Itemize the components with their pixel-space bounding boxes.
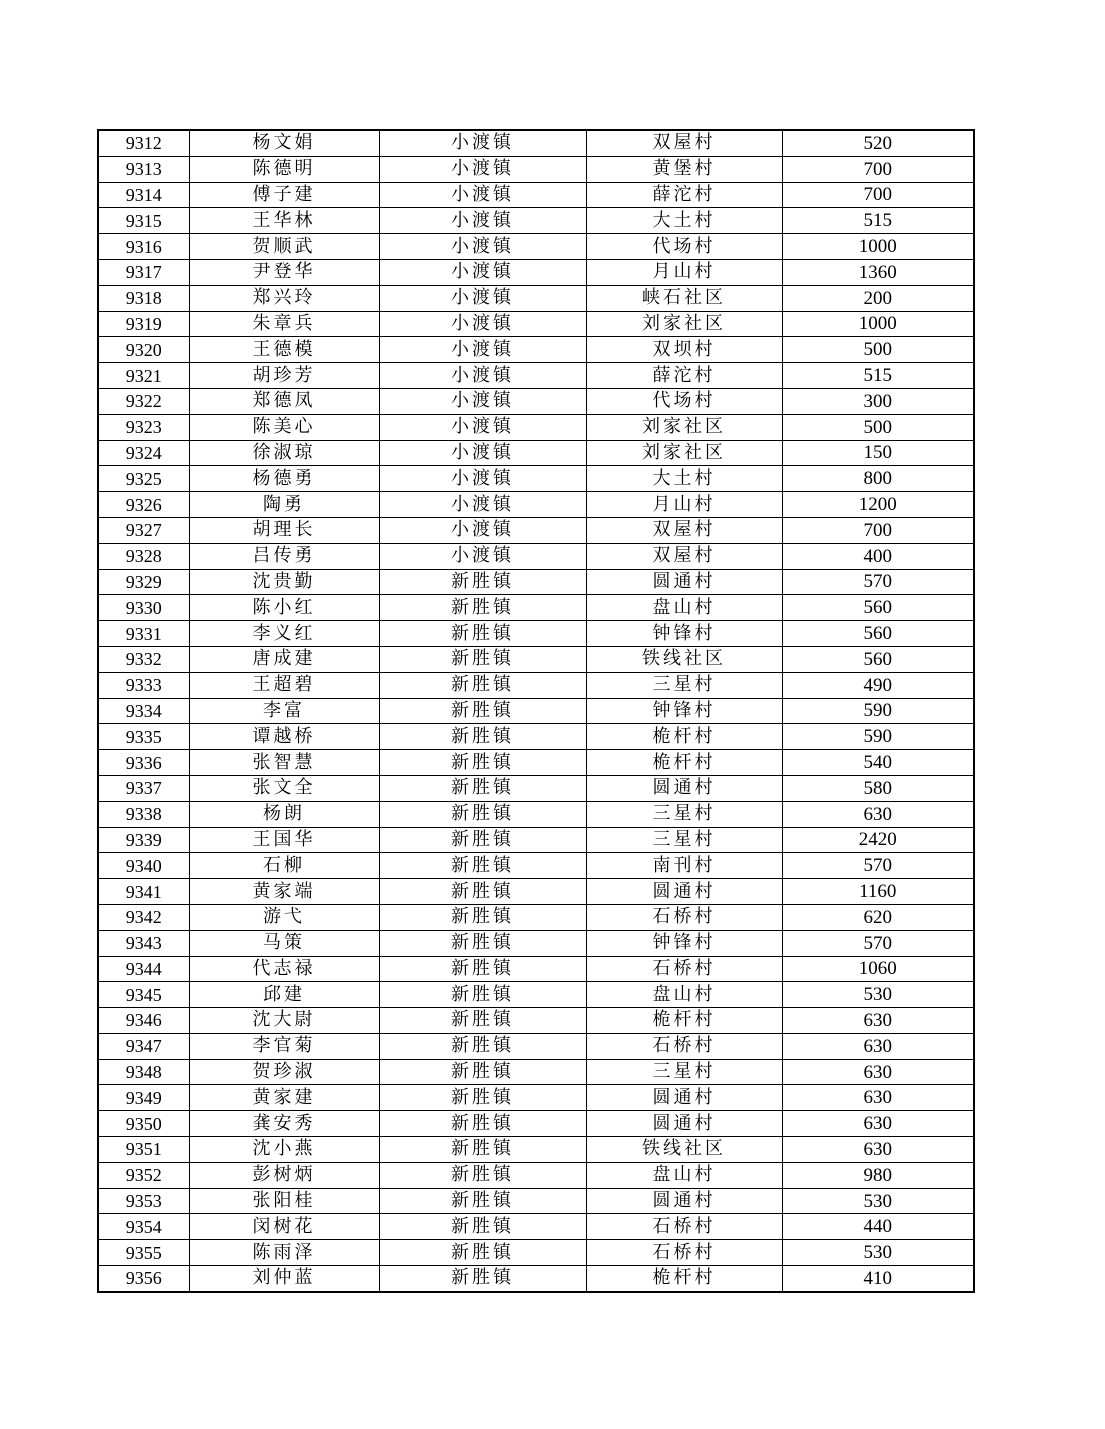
table-row [98,311,974,337]
serial-number-cell: 9313 [98,156,189,182]
name-cell: 张阳桂 [189,1188,379,1214]
village-cell: 圆通村 [586,569,782,595]
village-cell: 圆通村 [586,1188,782,1214]
amount-cell: 515 [782,363,974,389]
amount-cell: 630 [782,801,974,827]
amount-cell: 410 [782,1266,974,1292]
table-row [98,1240,974,1266]
town-cell: 新胜镇 [379,1059,586,1085]
village-cell: 桅杆村 [586,750,782,776]
amount-cell: 515 [782,208,974,234]
town-cell: 新胜镇 [379,930,586,956]
table-row [98,1111,974,1137]
amount-cell: 800 [782,466,974,492]
village-cell: 刘家社区 [586,414,782,440]
serial-number-cell: 9355 [98,1240,189,1266]
amount-cell: 530 [782,1188,974,1214]
name-cell: 沈大尉 [189,1008,379,1034]
table-row [98,285,974,311]
town-cell: 新胜镇 [379,1008,586,1034]
table-row [98,156,974,182]
town-cell: 小渡镇 [379,517,586,543]
name-cell: 代志禄 [189,956,379,982]
village-cell: 圆通村 [586,1085,782,1111]
village-cell: 三星村 [586,827,782,853]
village-cell: 石桥村 [586,1214,782,1240]
village-cell: 三星村 [586,801,782,827]
table-row [98,621,974,647]
table-row [98,543,974,569]
village-cell: 刘家社区 [586,311,782,337]
amount-cell: 300 [782,388,974,414]
name-cell: 郑德凤 [189,388,379,414]
name-cell: 郑兴玲 [189,285,379,311]
town-cell: 新胜镇 [379,982,586,1008]
serial-number-cell: 9315 [98,208,189,234]
name-cell: 张文全 [189,775,379,801]
table-row [98,879,974,905]
village-cell: 盘山村 [586,982,782,1008]
serial-number-cell: 9321 [98,363,189,389]
town-cell: 新胜镇 [379,1085,586,1111]
serial-number-cell: 9339 [98,827,189,853]
serial-number-cell: 9337 [98,775,189,801]
table-row [98,130,974,156]
serial-number-cell: 9345 [98,982,189,1008]
village-cell: 双屋村 [586,543,782,569]
table-row [98,1266,974,1292]
amount-cell: 590 [782,724,974,750]
village-cell: 薛沱村 [586,182,782,208]
serial-number-cell: 9344 [98,956,189,982]
town-cell: 新胜镇 [379,775,586,801]
town-cell: 新胜镇 [379,1266,586,1292]
table-row [98,337,974,363]
name-cell: 黄家端 [189,879,379,905]
village-cell: 圆通村 [586,879,782,905]
amount-cell: 500 [782,337,974,363]
table-row [98,208,974,234]
serial-number-cell: 9335 [98,724,189,750]
serial-number-cell: 9314 [98,182,189,208]
name-cell: 谭越桥 [189,724,379,750]
amount-cell: 980 [782,1162,974,1188]
amount-cell: 560 [782,621,974,647]
amount-cell: 630 [782,1008,974,1034]
name-cell: 朱章兵 [189,311,379,337]
serial-number-cell: 9343 [98,930,189,956]
village-cell: 石桥村 [586,1033,782,1059]
village-cell: 圆通村 [586,775,782,801]
table-row [98,1214,974,1240]
name-cell: 王超碧 [189,672,379,698]
amount-cell: 2420 [782,827,974,853]
village-cell: 铁线社区 [586,646,782,672]
name-cell: 杨德勇 [189,466,379,492]
amount-cell: 630 [782,1111,974,1137]
serial-number-cell: 9323 [98,414,189,440]
village-cell: 盘山村 [586,595,782,621]
serial-number-cell: 9322 [98,388,189,414]
town-cell: 小渡镇 [379,130,586,156]
town-cell: 小渡镇 [379,414,586,440]
serial-number-cell: 9356 [98,1266,189,1292]
name-cell: 李官菊 [189,1033,379,1059]
table-row [98,363,974,389]
amount-cell: 1160 [782,879,974,905]
name-cell: 杨朗 [189,801,379,827]
name-cell: 唐成建 [189,646,379,672]
name-cell: 王华林 [189,208,379,234]
amount-cell: 630 [782,1137,974,1163]
amount-cell: 150 [782,440,974,466]
village-cell: 代场村 [586,388,782,414]
serial-number-cell: 9316 [98,234,189,260]
town-cell: 新胜镇 [379,956,586,982]
serial-number-cell: 9348 [98,1059,189,1085]
amount-cell: 490 [782,672,974,698]
village-cell: 铁线社区 [586,1137,782,1163]
name-cell: 石柳 [189,853,379,879]
table-row [98,182,974,208]
table-row [98,414,974,440]
table-row [98,234,974,260]
serial-number-cell: 9351 [98,1137,189,1163]
table-row [98,440,974,466]
town-cell: 小渡镇 [379,388,586,414]
town-cell: 小渡镇 [379,311,586,337]
table-row [98,775,974,801]
village-cell: 石桥村 [586,904,782,930]
amount-cell: 1360 [782,259,974,285]
village-cell: 三星村 [586,672,782,698]
name-cell: 陈美心 [189,414,379,440]
name-cell: 陈小红 [189,595,379,621]
amount-cell: 700 [782,517,974,543]
table-row [98,388,974,414]
town-cell: 小渡镇 [379,259,586,285]
village-cell: 大土村 [586,208,782,234]
serial-number-cell: 9325 [98,466,189,492]
table-row [98,672,974,698]
town-cell: 新胜镇 [379,724,586,750]
amount-cell: 630 [782,1033,974,1059]
name-cell: 沈贵勤 [189,569,379,595]
name-cell: 彭树炳 [189,1162,379,1188]
town-cell: 新胜镇 [379,750,586,776]
serial-number-cell: 9353 [98,1188,189,1214]
table-row [98,1188,974,1214]
table-row [98,982,974,1008]
town-cell: 新胜镇 [379,801,586,827]
name-cell: 尹登华 [189,259,379,285]
name-cell: 李富 [189,698,379,724]
town-cell: 新胜镇 [379,595,586,621]
town-cell: 新胜镇 [379,1033,586,1059]
table-row [98,569,974,595]
amount-cell: 520 [782,130,974,156]
town-cell: 小渡镇 [379,466,586,492]
town-cell: 新胜镇 [379,698,586,724]
amount-cell: 560 [782,646,974,672]
name-cell: 陈雨泽 [189,1240,379,1266]
village-cell: 南刊村 [586,853,782,879]
name-cell: 贺顺武 [189,234,379,260]
amount-cell: 570 [782,930,974,956]
name-cell: 陈德明 [189,156,379,182]
serial-number-cell: 9352 [98,1162,189,1188]
town-cell: 新胜镇 [379,853,586,879]
amount-cell: 200 [782,285,974,311]
town-cell: 小渡镇 [379,543,586,569]
town-cell: 小渡镇 [379,285,586,311]
village-cell: 桅杆村 [586,1008,782,1034]
name-cell: 胡珍芳 [189,363,379,389]
village-cell: 黄堡村 [586,156,782,182]
amount-cell: 590 [782,698,974,724]
amount-cell: 560 [782,595,974,621]
town-cell: 新胜镇 [379,827,586,853]
name-cell: 游弋 [189,904,379,930]
name-cell: 王国华 [189,827,379,853]
village-cell: 月山村 [586,492,782,518]
serial-number-cell: 9347 [98,1033,189,1059]
name-cell: 李义红 [189,621,379,647]
serial-number-cell: 9338 [98,801,189,827]
amount-cell: 1000 [782,311,974,337]
town-cell: 新胜镇 [379,646,586,672]
name-cell: 沈小燕 [189,1137,379,1163]
table-row [98,1008,974,1034]
serial-number-cell: 9312 [98,130,189,156]
village-cell: 钟锋村 [586,930,782,956]
town-cell: 新胜镇 [379,569,586,595]
table-row [98,801,974,827]
table-row [98,1162,974,1188]
serial-number-cell: 9350 [98,1111,189,1137]
village-cell: 钟锋村 [586,621,782,647]
town-cell: 新胜镇 [379,1137,586,1163]
name-cell: 陶勇 [189,492,379,518]
amount-cell: 1200 [782,492,974,518]
town-cell: 新胜镇 [379,1240,586,1266]
name-cell: 王德模 [189,337,379,363]
town-cell: 新胜镇 [379,621,586,647]
town-cell: 小渡镇 [379,337,586,363]
serial-number-cell: 9329 [98,569,189,595]
serial-number-cell: 9332 [98,646,189,672]
town-cell: 小渡镇 [379,156,586,182]
serial-number-cell: 9331 [98,621,189,647]
serial-number-cell: 9340 [98,853,189,879]
village-cell: 双屋村 [586,130,782,156]
serial-number-cell: 9319 [98,311,189,337]
serial-number-cell: 9346 [98,1008,189,1034]
amount-cell: 1000 [782,234,974,260]
serial-number-cell: 9349 [98,1085,189,1111]
amount-cell: 530 [782,982,974,1008]
name-cell: 邱建 [189,982,379,1008]
table-body [98,130,974,1292]
amount-cell: 620 [782,904,974,930]
amount-cell: 580 [782,775,974,801]
serial-number-cell: 9324 [98,440,189,466]
amount-cell: 700 [782,182,974,208]
town-cell: 小渡镇 [379,440,586,466]
name-cell: 徐淑琼 [189,440,379,466]
table-row [98,646,974,672]
village-cell: 峡石社区 [586,285,782,311]
name-cell: 龚安秀 [189,1111,379,1137]
town-cell: 新胜镇 [379,1111,586,1137]
amount-cell: 540 [782,750,974,776]
name-cell: 闵树花 [189,1214,379,1240]
village-cell: 桅杆村 [586,724,782,750]
name-cell: 傅子建 [189,182,379,208]
table-row [98,1033,974,1059]
table-row [98,956,974,982]
serial-number-cell: 9330 [98,595,189,621]
village-cell: 三星村 [586,1059,782,1085]
amount-cell: 630 [782,1059,974,1085]
amount-cell: 570 [782,853,974,879]
table-row [98,904,974,930]
amount-cell: 1060 [782,956,974,982]
serial-number-cell: 9334 [98,698,189,724]
table-row [98,853,974,879]
serial-number-cell: 9333 [98,672,189,698]
amount-cell: 440 [782,1214,974,1240]
town-cell: 新胜镇 [379,1188,586,1214]
serial-number-cell: 9341 [98,879,189,905]
name-cell: 杨文娟 [189,130,379,156]
amount-cell: 700 [782,156,974,182]
serial-number-cell: 9317 [98,259,189,285]
name-cell: 贺珍淑 [189,1059,379,1085]
village-cell: 薛沱村 [586,363,782,389]
village-cell: 盘山村 [586,1162,782,1188]
amount-cell: 530 [782,1240,974,1266]
town-cell: 新胜镇 [379,672,586,698]
table-row [98,1137,974,1163]
table-row [98,517,974,543]
table-row [98,827,974,853]
table-row [98,492,974,518]
table-row [98,595,974,621]
amount-cell: 570 [782,569,974,595]
town-cell: 小渡镇 [379,234,586,260]
serial-number-cell: 9336 [98,750,189,776]
village-cell: 钟锋村 [586,698,782,724]
table-row [98,466,974,492]
serial-number-cell: 9326 [98,492,189,518]
name-cell: 张智慧 [189,750,379,776]
village-cell: 双屋村 [586,517,782,543]
town-cell: 新胜镇 [379,1214,586,1240]
table-row [98,724,974,750]
table-row [98,1085,974,1111]
town-cell: 小渡镇 [379,363,586,389]
village-cell: 月山村 [586,259,782,285]
serial-number-cell: 9318 [98,285,189,311]
data-table [97,129,975,1293]
table-row [98,750,974,776]
town-cell: 新胜镇 [379,879,586,905]
serial-number-cell: 9342 [98,904,189,930]
name-cell: 黄家建 [189,1085,379,1111]
village-cell: 圆通村 [586,1111,782,1137]
town-cell: 小渡镇 [379,492,586,518]
name-cell: 吕传勇 [189,543,379,569]
serial-number-cell: 9320 [98,337,189,363]
serial-number-cell: 9327 [98,517,189,543]
name-cell: 刘仲蓝 [189,1266,379,1292]
amount-cell: 500 [782,414,974,440]
name-cell: 胡理长 [189,517,379,543]
village-cell: 桅杆村 [586,1266,782,1292]
serial-number-cell: 9354 [98,1214,189,1240]
town-cell: 小渡镇 [379,208,586,234]
village-cell: 代场村 [586,234,782,260]
table-row [98,698,974,724]
village-cell: 石桥村 [586,956,782,982]
table-row [98,1059,974,1085]
serial-number-cell: 9328 [98,543,189,569]
town-cell: 新胜镇 [379,904,586,930]
table-row [98,930,974,956]
village-cell: 双坝村 [586,337,782,363]
amount-cell: 630 [782,1085,974,1111]
town-cell: 新胜镇 [379,1162,586,1188]
name-cell: 马策 [189,930,379,956]
table-row [98,259,974,285]
amount-cell: 400 [782,543,974,569]
village-cell: 大土村 [586,466,782,492]
town-cell: 小渡镇 [379,182,586,208]
village-cell: 石桥村 [586,1240,782,1266]
village-cell: 刘家社区 [586,440,782,466]
